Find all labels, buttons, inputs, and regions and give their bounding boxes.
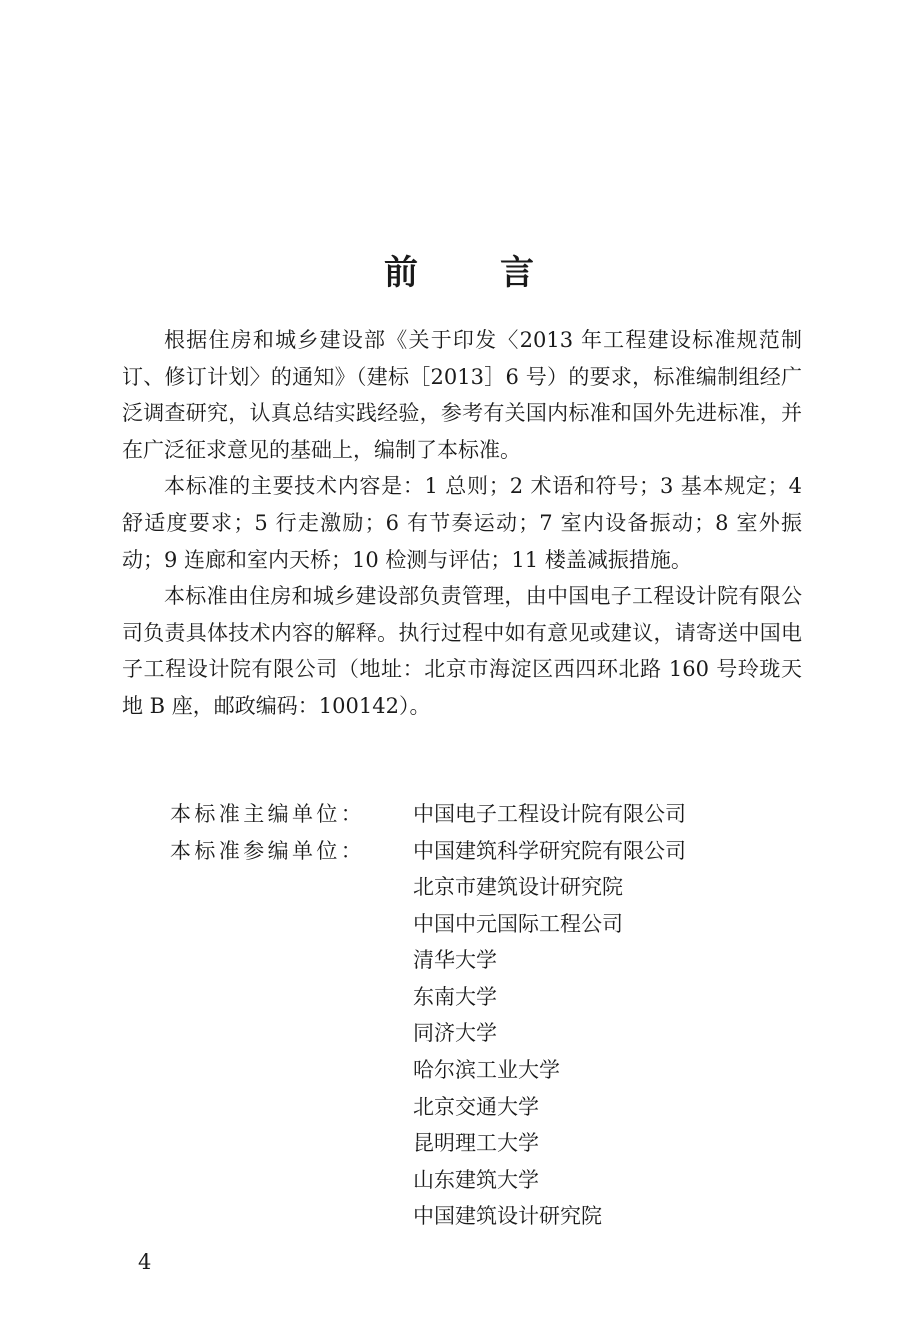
list-item: 中国建筑设计研究院	[413, 1204, 602, 1229]
chief-unit-value: 中国电子工程设计院有限公司	[413, 802, 686, 826]
chief-unit-label: 本标准主编单位：	[170, 802, 366, 826]
list-item: 清华大学	[413, 948, 497, 973]
participating-unit-label: 本标准参编单位：	[170, 838, 366, 863]
list-item: 山东建筑大学	[413, 1167, 539, 1192]
paragraph-management: 本标准由住房和城乡建设部负责管理，由中国电子工程设计院有限公司负责具体技术内容的解释。执行过程中如有意见或建议，请寄送中国电子工程设计院有限公司（地址：北京市海淀区西四环北路 160 号玲珑天地 B 座，邮政编码：100142）。	[122, 584, 802, 718]
list-item: 北京交通大学	[413, 1094, 539, 1119]
page-title	[0, 245, 920, 294]
participating-unit-first: 中国建筑科学研究院有限公司	[413, 838, 686, 863]
page-number: 4	[138, 1250, 152, 1274]
list-item: 同济大学	[413, 1021, 497, 1046]
list-item: 中国中元国际工程公司	[413, 911, 623, 936]
participating-unit-row	[170, 833, 686, 870]
participating-unit-list	[413, 869, 623, 1235]
preface-body	[122, 322, 802, 725]
list-item: 北京市建筑设计研究院	[413, 875, 623, 899]
paragraph-basis: 根据住房和城乡建设部《关于印发〈2013 年工程建设标准规范制订、修订计划〉的通知》（建标［2013］6 号）的要求，标准编制组经广泛调查研究，认真总结实践经验，参考有关国内标准和国外先进标准，并在广泛征求意见的基础上，编制了本标准。	[122, 328, 802, 462]
chief-unit-row	[170, 796, 686, 833]
list-item: 东南大学	[413, 984, 497, 1009]
list-item: 昆明理工大学	[413, 1131, 539, 1156]
editorial-units	[170, 796, 686, 869]
list-item: 哈尔滨工业大学	[413, 1057, 560, 1082]
title-char-1: 前	[384, 252, 420, 293]
title-char-2: 言	[500, 252, 536, 293]
paragraph-content: 本标准的主要技术内容是：1 总则；2 术语和符号；3 基本规定；4 舒适度要求；5 行走激励；6 有节奏运动；7 室内设备振动；8 室外振动；9 连廊和室内天桥；10 检测与评估；11 楼盖减振措施。	[122, 474, 802, 572]
